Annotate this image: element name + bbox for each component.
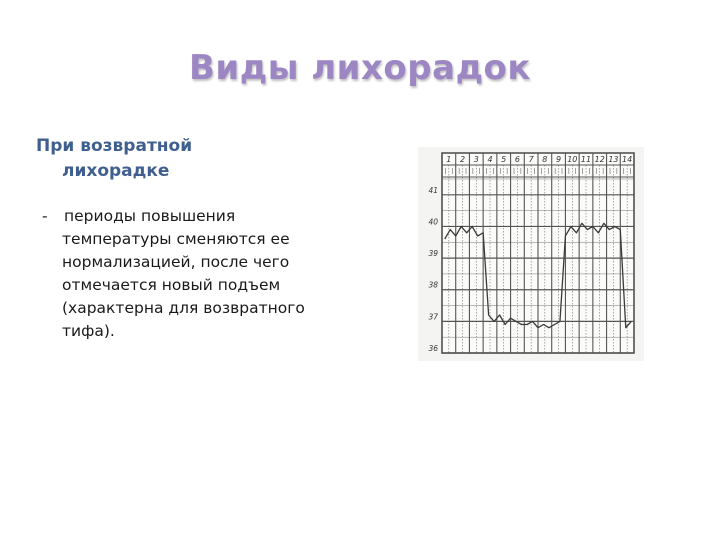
body-dash: - (42, 207, 48, 225)
day-label: 13 (608, 155, 619, 164)
body-line-1: периоды повышения (64, 207, 236, 225)
body-line-5: (характерна для возвратного (62, 299, 305, 317)
day-label: 1 (446, 155, 452, 164)
day-label: 8 (542, 155, 548, 164)
day-label: 10 (567, 155, 578, 164)
y-tick-label: 36 (428, 344, 438, 353)
y-tick-label: 37 (428, 312, 438, 322)
subheading (36, 134, 336, 184)
day-label: 11 (580, 155, 592, 164)
slide-title: Виды лихорадок (189, 48, 531, 88)
body-line-3: нормализацией, после чего (62, 253, 290, 271)
y-tick-label: 40 (428, 217, 438, 227)
day-label: 12 (594, 155, 605, 164)
subheading-line-2: лихорадке (62, 161, 170, 181)
day-label: 3 (473, 155, 479, 164)
body-line-2: температуры сменяются ее (62, 230, 290, 248)
day-label: 14 (622, 155, 633, 164)
temperature-chart (418, 147, 644, 361)
day-label: 2 (460, 155, 466, 164)
y-tick-label: 38 (428, 280, 438, 290)
day-label: 9 (556, 155, 562, 164)
day-label: 7 (528, 155, 534, 164)
day-label: 5 (501, 155, 507, 164)
day-label: 6 (514, 155, 520, 164)
day-label: 4 (487, 155, 493, 164)
subheading-line-1: При возвратной (36, 136, 193, 156)
y-tick-label: 41 (428, 185, 438, 195)
y-tick-label: 39 (428, 249, 438, 259)
body-text (36, 205, 376, 343)
body-line-6: тифа). (62, 322, 115, 340)
temperature-chart-svg (418, 147, 644, 361)
body-line-4: отмечается новый подъем (62, 276, 281, 294)
